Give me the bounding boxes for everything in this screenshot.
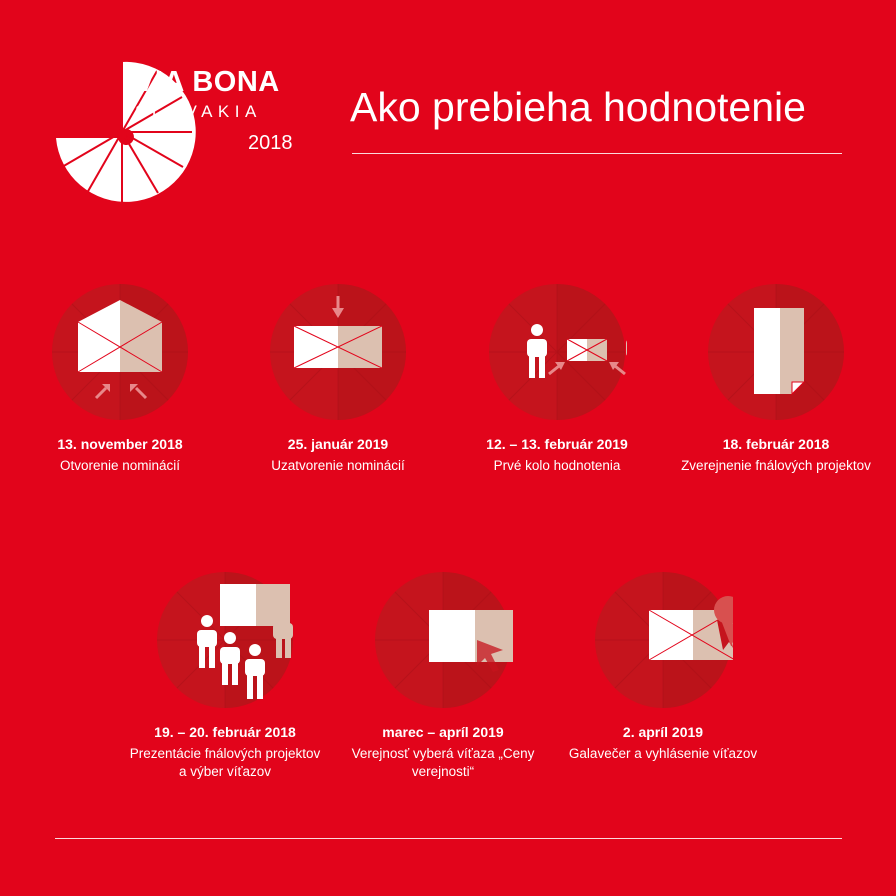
- award-envelope-icon: [593, 570, 733, 710]
- evaluation-icon: [487, 282, 627, 422]
- footer-divider: [55, 838, 842, 839]
- step-date: 19. – 20. február 2018: [154, 724, 296, 740]
- step-date: 2. apríl 2019: [622, 724, 704, 740]
- step-presentations: [125, 570, 325, 781]
- step-public-vote: [343, 570, 543, 781]
- step-closing-nominations: [238, 282, 438, 475]
- step-opening-nominations: [20, 282, 220, 475]
- brand-country: SLOVAKIA: [135, 102, 262, 121]
- via-bona-logo: [52, 58, 302, 208]
- step-label: Prvé kolo hodnotenia: [493, 458, 621, 473]
- step-date: 18. február 2018: [722, 436, 830, 452]
- screen-cursor-icon: [373, 570, 513, 710]
- brand-name: VIA BONA: [135, 66, 280, 98]
- step-label: Verejnosť vyberá víťaza „Ceny verejnosti“: [351, 746, 535, 779]
- step-gala: [563, 570, 763, 763]
- page-title: Ako prebieha hodnotenie: [350, 84, 806, 130]
- closed-envelope-icon: [268, 282, 408, 422]
- title-divider: [352, 153, 842, 154]
- step-label: Prezentácie fnálových projektov a výber víťazov: [129, 746, 321, 779]
- document-icon: [706, 282, 846, 422]
- step-label: Zverejnenie fnálových projektov: [681, 458, 871, 473]
- step-date: marec – apríl 2019: [382, 724, 504, 740]
- step-date: 13. november 2018: [57, 436, 183, 452]
- step-publish-finalists: [676, 282, 876, 475]
- open-envelope-icon: [50, 282, 190, 422]
- presentation-icon: [155, 570, 295, 710]
- step-label: Otvorenie nominácií: [59, 458, 181, 473]
- step-date: 12. – 13. február 2019: [486, 436, 628, 452]
- brand-year: 2018: [248, 132, 293, 154]
- step-label: Uzatvorenie nominácií: [271, 458, 405, 473]
- step-label: Galavečer a vyhlásenie víťazov: [568, 746, 758, 761]
- step-date: 25. január 2019: [287, 436, 389, 452]
- step-first-round: [457, 282, 657, 475]
